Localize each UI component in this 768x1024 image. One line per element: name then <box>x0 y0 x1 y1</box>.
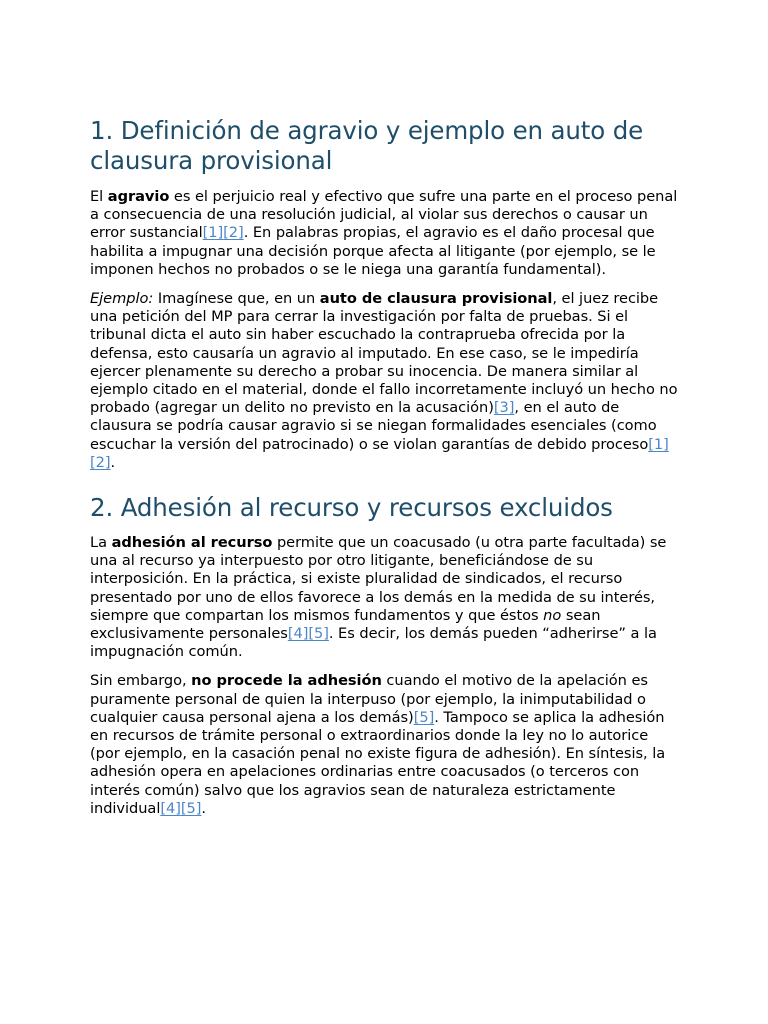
section-1-paragraph-1 <box>90 188 682 279</box>
document-page <box>90 113 682 818</box>
text: El <box>90 188 108 205</box>
section-2-paragraph-1 <box>90 534 682 661</box>
text: . <box>201 799 206 817</box>
text: cuando el motivo de la apelación es puramente personal de quien la interpuso (por ejemplo, la inimputabilidad o cualquier causa personal ajena a los demás) <box>90 672 648 726</box>
citation-link-2[interactable]: [2] <box>223 224 244 242</box>
text: Imagínese que, en un <box>153 290 320 308</box>
text: Sin embargo, <box>90 672 192 690</box>
text: . Tampoco se aplica la adhesión en recursos de trámite personal o extraordinarios donde la ley no lo autorice (por ejemplo, en la casación penal no existe figura de adhesión). En síntesis, la adhesión opera en apelaciones ordinarias entre coacusados (o terceros con interés común) salvo que los agravios sean de naturaleza estrictamente individual <box>90 708 666 817</box>
section-2-paragraph-2 <box>90 672 682 818</box>
section-1-paragraph-2 <box>90 290 682 472</box>
citation-link-2[interactable]: [2] <box>90 453 111 471</box>
citation-link-3[interactable]: [3] <box>493 399 515 417</box>
text: permite que un coacusado (u otra parte facultada) se una al recurso ya interpuesto por otro litigante, beneficiándose de su interposición. En la práctica, si existe pluralidad de sindicados, el recurso presentado por uno de ellos favorece a los demás en la medida de su interés, siempre que compartan los mismos fundamentos y que éstos <box>90 534 667 624</box>
bold-term-adhesion: adhesión al recurso <box>111 534 273 552</box>
citation-link-5[interactable]: [5] <box>308 625 329 643</box>
bold-term-no-procede: no procede la adhesión <box>191 672 382 690</box>
text: La <box>90 534 112 552</box>
bold-term-auto-clausura: auto de clausura provisional <box>319 290 553 308</box>
citation-link-5[interactable]: [5] <box>180 799 202 817</box>
citation-link-4[interactable]: [4] <box>160 799 181 817</box>
text: . Es decir, los demás pueden “adherirse” a la impugnación común. <box>90 625 657 661</box>
text: . En palabras propias, el agravio es el daño procesal que habilita a impugnar una decisión porque afecta al litigante (por ejemplo, se le imponen hechos no probados o se le niega una garantía fundamental). <box>90 224 656 278</box>
citation-link-1[interactable]: [1] <box>648 435 669 453</box>
section-1-heading: 1. Definición de agravio y ejemplo en auto de clausura provisional <box>90 116 644 175</box>
citation-link-1[interactable]: [1] <box>202 224 224 242</box>
text: . <box>110 453 116 471</box>
citation-link-4[interactable]: [4] <box>287 625 309 643</box>
text: es el perjuicio real y efectivo que sufre una parte en el proceso penal a consecuencia de una resolución judicial, al violar sus derechos o causar un error sustancial <box>90 188 678 242</box>
text: sean exclusivamente personales <box>90 606 601 643</box>
bold-term-agravio: agravio <box>107 188 170 205</box>
italic-word-no: no <box>543 606 562 624</box>
section-2-heading: 2. Adhesión al recurso y recursos excluidos <box>90 493 613 523</box>
italic-label-ejemplo: Ejemplo: <box>90 290 154 308</box>
text: , el juez recibe una petición del MP para cerrar la investigación por falta de pruebas. Si el tribunal dicta el auto sin haber escuchado la contraprueba ofrecida por la defensa, esto causaría un agravio al imputado. En ese caso, se le impediría ejercer plenamente su derecho a probar su inocencia. De manera similar al ejemplo citado en el material, donde el fallo incorretamente incluyó un hecho no probado (agregar un delito no previsto en la acusación) <box>90 290 678 417</box>
citation-link-5[interactable]: [5] <box>413 708 435 726</box>
text: , en el auto de clausura se podría causar agravio si se niegan formalidades esenciales (como escuchar la versión del patrocinado) o se violan garantías de debido proceso <box>90 399 657 453</box>
